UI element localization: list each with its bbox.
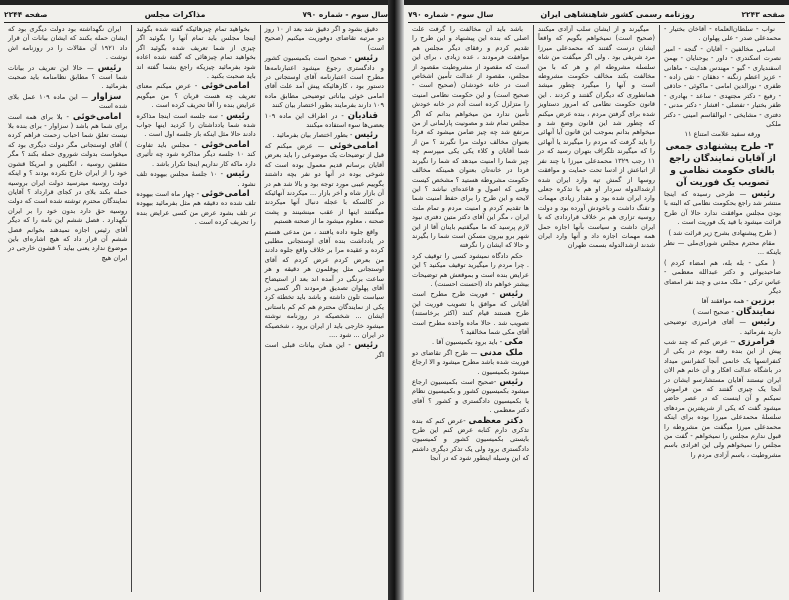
speaker-name: رئیس bbox=[226, 110, 250, 121]
paragraph-text: اسامی مخالفین - آقایان - گنجه - امیر نصرت اسکندری - داور - یوحنایان - بهمن اسفندیاری - گیو - مهندس هدایت - ماهانی - عزیز اعظم زنگنه - دهقان - تقی زاده - ظفری - نورالدین امامی - ماکوئی - حاذقی - رفیع - دکتر مجتهدی - ساعد - بهادری - ظفر بختیار - تفضلی - افشار - دکتر مدنی - دفتری - مشایخی - ابوالقاسم امینی - دکتر ملکی bbox=[664, 44, 781, 129]
section-title: مذاکرات مجلس bbox=[144, 9, 206, 19]
speaker-name: رئیس bbox=[354, 130, 378, 141]
speech-paragraph bbox=[412, 338, 529, 347]
paragraph-text: — این ماده ۱۰۹ عمل بلای شده است bbox=[8, 92, 128, 111]
paragraph-text: — طرحی رسیده که اینجا منتشر شد راجع بحکومت نظامی که البته با بودن مجلس موافقت ندارد حالا آن طرح قرائت میشود با قید یک فوریت است . bbox=[664, 189, 781, 227]
paragraph-text: ( طرح پیشنهادی بشرح زیر قرائت شد ) bbox=[668, 228, 777, 237]
paragraph-text: - مجلس باید تفاوت کند ۱۰ جلسه دیگر مذاکره شود چه تأثیری دارد ماکه کار نداریم اینجا تکرار باشد . bbox=[136, 140, 256, 168]
paragraph-text: — عرض میکنم که قبل از توضیحات یک موضوعی را باید بعرض آقایان برسانم قدیم معمول بوده است که شوخی بوده در آنها دو نفر بچه داشتند بگوییم عیبی مورد توجه بود و بالا شد هم در آن بازار شاه و آخر بازار ... میکردند آنهائیکه در کالسکه با عجله دنبال آنها میکردند میگفتند اینها از عقب مینشینند و پشت صحنه ، معلوم میشود ما از صحنه هستیم bbox=[264, 141, 384, 226]
paragraph-text: بخواهید تمام چیزهائیکه گفته شده بگوئید اینجا مجلس باید تمام آنها را بگوئید اگر چیزی از شما تعریف شده بگوئید اگر بخواهید تمام چیزهائی که گفته شده اعاده شود بفرمائید چیزیکه راجع بشما گفته اند باید صحبت بکنید . bbox=[136, 25, 256, 81]
newspaper-title: روزنامه رسمی کشور شاهنشاهی ایران bbox=[540, 9, 695, 19]
page-number: صفحه ۲۲۴۴ bbox=[4, 9, 48, 19]
paragraph-text: - سه جلسه است اینجا مذاکره شده شما یادداشتان را کردید اینها جواب دادند حالا مثل اینکه باز جلسه اول است . bbox=[136, 111, 256, 139]
speaker-name: مکی bbox=[504, 337, 523, 348]
book-gutter bbox=[388, 0, 404, 600]
speech-paragraph bbox=[265, 142, 384, 227]
right-page bbox=[404, 0, 789, 600]
paragraph-text: — طرح اگر تقاضای دو فوریت شده باشد مطرح میشود و الا ارجاع میشود بکمیسیون . bbox=[412, 348, 529, 376]
centered-note bbox=[664, 130, 781, 139]
text-column bbox=[408, 25, 534, 592]
paragraph-text: - بطور اختصار بیان بفرمائید . bbox=[272, 131, 355, 140]
speaker-name: رئیس bbox=[226, 169, 250, 180]
text-column bbox=[261, 25, 388, 592]
speech-paragraph bbox=[8, 113, 127, 264]
speech-paragraph bbox=[265, 131, 384, 140]
speech-paragraph bbox=[664, 297, 781, 306]
paragraph-text: - باید برود بکمیسیون آقا . bbox=[432, 338, 505, 347]
paragraph-text: ۳- طرح پیشنهادی جمعی از آقایان نمایندگان راجع بالغای حکومت نظامی و تصویب یک فوریت آن bbox=[665, 141, 776, 188]
text-column bbox=[4, 25, 132, 592]
text-column bbox=[132, 25, 260, 592]
paragraph-text: - این همان بیانات قبلی است اگر bbox=[264, 341, 384, 359]
speech-paragraph bbox=[136, 141, 255, 169]
page-top-border bbox=[0, 0, 392, 5]
speech-paragraph bbox=[265, 54, 384, 110]
speaker-name: دکتر معظمی bbox=[468, 415, 523, 426]
paragraph-text: - صحیح است ) bbox=[692, 307, 736, 316]
right-page-columns bbox=[408, 25, 785, 592]
paragraph-text: ( مکی - بله بله، هم امضاء کردم ) صاحبدیوانی و دکتر عبدالله معظمی - عباس ترکی - ملک مدنی و چند نفر امضای دیگر bbox=[664, 258, 781, 295]
paragraph-text: -عرض کنم که بنده تذکری دارم کنابه عرض کنم این طرح بایستی بکمیسیون کشور و کمیسیون دادگستری برود ولی یک تذکر دیگری داشتم که این وسیله اینطور شود که در آنجا bbox=[412, 416, 529, 463]
paragraph-text: - بلا برای همه است برای شما هم باشد ( سزاوار - برای بنده بلا نیست تعلق شما احباب زحمت فراهم کرده ) آقای اوستجانی مگر دولت دیگری بود که میخواست بدولت شوروی حمله بکند ؟ مگر متفقین روسیه ، انگلیس و امریکا قشون خود را از ایران خارج نکرده بودند ؟ و اینکه دولت روسیه میترسید دولت ایران بروسیه حمله بکند بلای در کجای قرارداد ؟ آقایان نمایندگان محترم توشته شده است که دولت روسیه حق دارد بدون خود را بر ایران نگهدارد . فصل ششم این نامه را که دیگر آقای رئیس اجازه نمیدهند بخوانم فصل ششم آن قرار داد که هیچ اشاره‌ای باین موضوع ندارد یعنی بیاید ؟ قشون خارجی در ایران هیچ bbox=[8, 112, 128, 262]
speech-paragraph bbox=[8, 64, 127, 92]
speech-paragraph bbox=[664, 318, 781, 337]
speech-paragraph bbox=[136, 190, 255, 228]
paragraph bbox=[8, 25, 127, 63]
speaker-name: رئیس bbox=[354, 340, 378, 351]
text-column bbox=[660, 25, 785, 592]
issue-number: سال سوم - شماره ۷۹۰ bbox=[408, 9, 494, 19]
right-page-header bbox=[408, 6, 785, 23]
paragraph-text: — آقای فرامرزی توضیحی دارید بفرمائید . bbox=[664, 318, 781, 336]
paragraph bbox=[664, 25, 781, 44]
paragraph bbox=[664, 239, 781, 258]
speaker-name: سزاوار bbox=[91, 91, 122, 102]
section-heading bbox=[664, 141, 781, 189]
paragraph-text: -- عرض کنم که چند شب پیش از این بنده رفته بودم در یکی از کنفرانسها یک خانمی آنجا کنفرانس میداد در باشگاه عدالت افکار و آن خانم هم الان ایران نیستند آقایان مستشارسو ایشان در آنجا یک چیزی گفتند که من فراموش نمیکنم و آن اینست که در عصر حاضر میشود گفت که یکی از شریفترین مردهای سلسلهٔ محمدعلی میرزا بوده برای اینکه محمدعلی میرزا میگفت من مشروطه را قبول ندارم مجلس را نمیخواهم - گفت من مجلس را نمیخواهم ولی این افرادی باسم مشروطیت ، باسم آزادی مردم را bbox=[664, 337, 781, 459]
paragraph-text: - فوریت طرح مطرح است آقایانی که موافق با تصویب فوریت این طرح هستند قیام کنند (اکثر برخاستند) تصویب شد . حالا ماده واحده مطرح است آقای مکی شما مخالفید ؟ bbox=[412, 290, 529, 336]
speaker-name: رئیس bbox=[499, 289, 523, 300]
paragraph-text: - صحیح است بکمیسیون کشور و دادگستری رجوع میشود اعتبارنامه‌ها مطرح است اعتبارنامه آقای اوستجانی در دستور بود ، کارهائیکه پیش آمد علت آقای امامی خوئی بیاناتی توضیحی مطابق ماده ۱۰۹ دارند بفرمایند بطور اختصار بیان کنند bbox=[264, 54, 384, 110]
paragraph-text: دقیق بشود و اگر دقیق شد بعد از ۱۰ روز دو مرتبه تقاضای دوفوریت میکنیم (صحیح است) bbox=[264, 25, 384, 52]
text-column bbox=[534, 25, 660, 592]
paragraph-text: میگیرند و از ایشان سلب آزادی میکنند (صحیح است) نمیخواهم بگویم که واقعاً ایشان درست گفتند که محمدعلی میرزا مرد شریفی بود . ولی اگر میگفت من شاه سلسله مشروطه ام و هر که با من مخالفت بکند مخالف حکومت مشروطه است و آنها را میگیرد چطور میشد همانطوری که دیگران گفتند و کردند . این قانون حکومت نظامی که امروز دستاویز شده برای گرفتن مردم ، بنده عرض میکنم که چطور شد این قانون وضع شد و میخواهم بدانم بموجب این قانون آیا آنهائی را باید گرفت که مردم را میگیرند یا آنهائی را که میگیرند تلگراف بتهران رسید که در ۱۱ رجب ۱۳۲۹ محمدعلی میرزا با چند نفر از اتباعش از ادسا تحت حمایت و موافقت روسها از گمش تپه وارد ایران شده ارشدالدوله سردار او هم با تذکره جعلی وارد ایران شده بود و مقدار زیادی مهمات و تفنگ داشت و باخودش آورده بود و دولت روسیه تزاری هم بر خلاف قراردادی که با ایران داشت و سیاست بآنها اجازه حمل همه مهمات اجازه داد و آنها وارد ایران شدند ارشدالدوله بسمت طهران bbox=[538, 25, 655, 250]
speaker-name: رئیس bbox=[354, 53, 378, 64]
paragraph-text: مقام محترم مجلس شورای‌ملی — نظر باینکه ... bbox=[664, 238, 781, 257]
paragraph-text: - عرض میکنم معنای تعریف چه هست قربان ؟ من میگویم عرایض بنده را آقا تحریف کرده است . bbox=[136, 82, 256, 110]
speech-paragraph bbox=[412, 417, 529, 464]
speaker-name: امامی‌خوئی bbox=[329, 140, 378, 151]
left-page bbox=[0, 0, 392, 600]
speech-paragraph bbox=[664, 338, 781, 460]
speech-paragraph bbox=[265, 112, 384, 131]
paragraph bbox=[265, 25, 384, 53]
speaker-name: امامی‌خوئی bbox=[72, 111, 122, 122]
speech-paragraph bbox=[136, 82, 255, 110]
left-page-header bbox=[4, 6, 388, 23]
paragraph-text: باشد باید آن مخالفت را گرفت علت اصلی که بنده این پیشنهاد و این طرح را تقدیم کردم و رفقای دیگر مجلس هم موافقت فرمودند ، عده زیادی ، برای این است که مقصود از مشروطیت مقصود از مجلس، مقصود از عدالت تأمین اشخاص است در خانه خودشان (صحیح است - صحیح است) و این حکومت نظامی امنیت را متزلزل کرده است آدم در خانه خودش تأمین ندارد من میخواهم بدانم که اگر مجلس تمام شد و مصونیت پارلمانی از من مرتفع شد چه چیز ضامن میشود که فردا بعنوان مخالف دولت مرا نگیرند ؟ من از شما آقایان و کلاء یکی یکی میپرسم چه چیز شما را امنیت میدهد که شما را نگیرند فردا در خانه‌تان بعنوان همینکه مخالف حکومت مشروطه هستید ؟ مشخص کیست وقتی که اصول و قاعده‌ای نباشد ؟ این لایحه و این طرح را برای حفظ امنیت شما ها تقدیم کردم و امنیت مردم و تمام ملت ایران ، مگر این آقای دکتر متین دفتری نبود لازم پرسید که ما میگفتیم باینان آقا از این شهر برو بیرون مسکن است شما را بگیرند و حالا که ایشان را نگرفته bbox=[412, 25, 529, 250]
speaker-name: قنادیان bbox=[347, 110, 378, 121]
paragraph bbox=[265, 228, 384, 341]
paragraph-text: - همه موافقند آقا bbox=[701, 297, 751, 306]
paragraph bbox=[664, 259, 781, 297]
paragraph-text: ورقه سفید علامت امتناع ۱۱ bbox=[684, 130, 761, 139]
speech-paragraph bbox=[412, 349, 529, 377]
speech-paragraph bbox=[136, 112, 255, 140]
paragraph-text: حکم دادگاه نمیشود کسی را توقیف کرد . چرا مردم را میگیرید توقیف میکنید ؟ این عرایض بنده است و بموقعش هم توضیحات بیشتر خواهم داد (احسنت احسنت) . bbox=[412, 251, 529, 288]
speaker-name: امامی‌خوئی bbox=[201, 81, 250, 92]
speech-paragraph bbox=[412, 290, 529, 337]
centered-note bbox=[664, 229, 781, 238]
issue-number: سال سوم - شماره ۷۹۰ bbox=[302, 9, 388, 19]
paragraph-text: - ۱۰ جلسهٔ مجلس بیهوده تلف نشود . bbox=[136, 170, 256, 188]
speech-paragraph bbox=[136, 170, 255, 189]
speaker-name: امامی‌خوئی bbox=[201, 188, 250, 199]
speech-paragraph bbox=[664, 308, 781, 317]
speech-paragraph bbox=[265, 341, 384, 360]
speaker-name: امامی‌خوئی bbox=[201, 139, 250, 150]
paragraph-text: ایران نگهداشته بود دولت دیگری بود که ایشان حمله بکنند که ایشان بیانات آن قرار داد ۱۹۲۱ آن مقالات را در روزنامه اش نوشت . bbox=[8, 25, 128, 62]
speaker-name: رئیس bbox=[499, 377, 523, 388]
page-number: صفحه ۲۲۴۳ bbox=[741, 9, 785, 19]
paragraph-text: -صحیح است بکمیسیون ارجاع میشود بکمیسیون کشور و بکمیسیون نظام یا بکمیسیون دادگستری و کشور ؟ آقای دکتر معظمی . bbox=[412, 378, 529, 415]
speaker-name: نمایندگان bbox=[735, 306, 775, 317]
paragraph-text: - در اطراف این ماده ۱۰۹ بعضی‌ها سوء استفاده میکنند bbox=[264, 111, 384, 130]
paragraph-text: نواب - سلطان‌العلماء - آقاخان بختیار - محمدعلی صدر - علی پهلوان . bbox=[664, 25, 781, 43]
speaker-name: فرامرزی bbox=[737, 336, 775, 347]
paragraph-text: واقع جلوه داده یافتند ، من مدعی هستم در یادداشت بنده آقای اوستجانی مطلبی کرده و عقیده مرا بر خلاف واقع جلوه دادند من بعرض کردم عرض کردم که آقای اوستجانی مثل پوقلمون هر دقیقه و هر ساعت برنگی در آمده اند بعد از استیضاح آقای پهلوان تصدیق فرمودند اگر کسی در سیاست تلون داشته و باشد باید تخطئه کرد یکی از نمایندگان محترم هم کم کم باستانی ایشان ... شخصیکه در روزنامه نوشته میشود خارجی باید از ایران برود ، شخصیکه در ایران ... شود .... bbox=[264, 227, 384, 339]
speaker-name: رئیس bbox=[751, 317, 775, 328]
paragraph bbox=[136, 25, 255, 81]
left-page-columns bbox=[4, 25, 388, 592]
speech-paragraph bbox=[664, 190, 781, 228]
paragraph-text: — حالا این تعریف در بیانات شما است ؟ مطابق نظامنامه باید صحبت بفرمائید . bbox=[8, 63, 128, 91]
paragraph-text: - چهار ماه است بیهوده تلف شده ده دقیقه هم مثل بفرمائید بیهوده تر تلف بشود عرض من کسی عرایض بنده را تحریف کرده است . bbox=[136, 189, 256, 227]
speech-paragraph bbox=[8, 93, 127, 112]
speaker-name: رئیس bbox=[751, 188, 775, 199]
speaker-name: رئیس bbox=[97, 62, 122, 73]
paragraph bbox=[412, 25, 529, 251]
paragraph bbox=[412, 252, 529, 290]
page-top-border bbox=[404, 0, 789, 5]
paragraph bbox=[664, 45, 781, 130]
speaker-name: برزین bbox=[750, 296, 775, 307]
speech-paragraph bbox=[412, 378, 529, 416]
paragraph bbox=[538, 25, 655, 251]
speaker-name: ملک مدنی bbox=[480, 347, 523, 358]
